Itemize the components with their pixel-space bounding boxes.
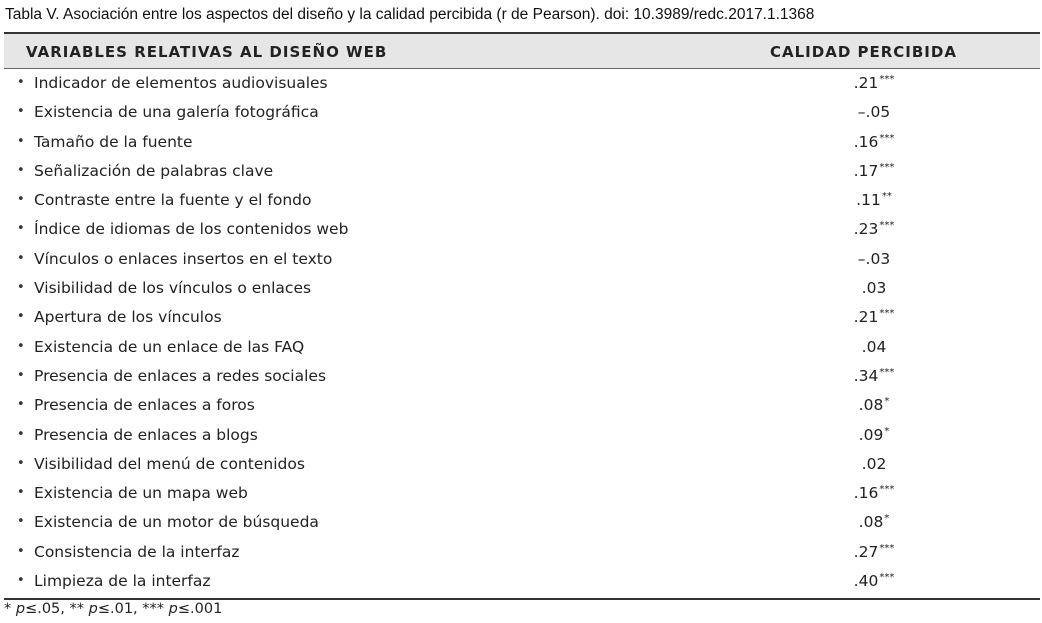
variable-label: Limpieza de la interfaz: [34, 572, 211, 591]
correlation-number: –.03: [857, 249, 891, 268]
correlation-value: [859, 426, 890, 444]
bullet-icon: •: [17, 192, 25, 208]
bullet-icon: •: [17, 75, 25, 90]
table-caption: Tabla V. Asociación entre los aspectos del diseño y la calidad percibida (r de Pearson). doi: 10.3989/redc.2017.1.1368: [5, 6, 815, 23]
bullet-icon: •: [17, 221, 25, 237]
variable-label: Presencia de enlaces a redes sociales: [34, 366, 327, 385]
significance-marker: *: [884, 396, 890, 408]
correlation-value: [854, 220, 895, 238]
bullet-icon: •: [17, 367, 25, 383]
correlation-number: .23: [853, 220, 879, 239]
correlation-number: .17: [853, 161, 879, 180]
correlation-number: .16: [853, 484, 879, 503]
bullet-icon: •: [17, 309, 25, 325]
correlation-number: .03: [861, 279, 887, 298]
bullet-icon: •: [17, 280, 25, 296]
table-row: [4, 186, 1040, 215]
correlation-value: [858, 250, 890, 268]
bullet-icon: •: [17, 485, 25, 501]
significance-marker: ***: [879, 161, 895, 173]
variable-label: Existencia de un motor de búsqueda: [34, 513, 319, 532]
table-row: [4, 567, 1040, 596]
variable-label: Existencia de una galería fotográfica: [34, 103, 319, 122]
significance-marker: ***: [879, 542, 895, 554]
correlation-value: [854, 367, 895, 385]
correlation-number: .34: [853, 366, 879, 385]
table-row: [4, 421, 1040, 450]
correlation-value: [854, 74, 895, 92]
table-body: [4, 69, 1040, 596]
note-p-symbol: p: [15, 601, 26, 617]
table-row: [4, 508, 1040, 537]
correlation-value: [862, 279, 887, 297]
variable-label: Visibilidad de los vínculos o enlaces: [34, 279, 312, 298]
correlation-number: .09: [858, 425, 884, 444]
table-row: [4, 245, 1040, 274]
correlation-number: .02: [861, 454, 887, 473]
table-row: [4, 450, 1040, 479]
correlation-table: [4, 32, 1040, 600]
correlation-number: .21: [853, 74, 879, 92]
bullet-icon: •: [17, 543, 25, 559]
variable-label: Apertura de los vínculos: [34, 308, 222, 327]
correlation-value: [854, 543, 895, 561]
bullet-icon: •: [17, 162, 25, 178]
bullet-icon: •: [17, 426, 25, 442]
note-text: *: [4, 601, 16, 617]
correlation-number: .04: [861, 337, 887, 356]
correlation-value: [854, 484, 895, 502]
bullet-icon: •: [17, 338, 25, 354]
correlation-value: [854, 308, 895, 326]
variable-label: Existencia de un enlace de las FAQ: [34, 337, 305, 356]
correlation-number: .40: [853, 572, 879, 591]
significance-marker: ***: [879, 132, 895, 144]
note-text: ≤.05, **: [25, 601, 89, 617]
variable-label: Tamaño de la fuente: [34, 132, 193, 151]
correlation-value: [862, 338, 887, 356]
table-row: [4, 479, 1040, 508]
table-row: [4, 274, 1040, 303]
correlation-number: –.05: [857, 103, 891, 122]
table-row: [4, 303, 1040, 332]
variable-label: Vínculos o enlaces insertos en el texto: [34, 249, 333, 268]
table-row: [4, 215, 1040, 244]
table-row: [4, 98, 1040, 127]
table-row: [4, 69, 1040, 98]
header-variables: VARIABLES RELATIVAS AL DISEÑO WEB: [26, 43, 388, 61]
bullet-icon: •: [17, 455, 25, 471]
bullet-icon: •: [17, 104, 25, 120]
correlation-value: [862, 455, 887, 473]
bullet-icon: •: [17, 397, 25, 413]
correlation-value: [854, 162, 895, 180]
correlation-number: .21: [853, 308, 879, 327]
correlation-number: .27: [853, 542, 879, 561]
variable-label: Presencia de enlaces a blogs: [34, 425, 258, 444]
note-p-symbol: p: [88, 601, 98, 617]
variable-label: Presencia de enlaces a foros: [34, 396, 255, 415]
table-header: [4, 34, 1040, 69]
significance-marker: ***: [879, 220, 895, 232]
significance-note: [4, 601, 222, 617]
variable-label: Indicador de elementos audiovisuales: [34, 74, 328, 92]
significance-marker: ***: [879, 572, 895, 584]
header-calidad: CALIDAD PERCIBIDA: [770, 43, 957, 61]
variable-label: Señalización de palabras clave: [34, 161, 274, 180]
significance-marker: ***: [879, 308, 895, 320]
note-p-symbol: p: [168, 601, 178, 617]
correlation-value: [856, 191, 892, 209]
correlation-number: .08: [858, 513, 884, 532]
significance-marker: *: [884, 513, 890, 525]
correlation-value: [854, 133, 895, 151]
correlation-number: .16: [853, 132, 879, 151]
bullet-icon: •: [17, 573, 25, 589]
correlation-number: .08: [858, 396, 884, 415]
significance-marker: ***: [879, 74, 895, 85]
variable-label: Visibilidad del menú de contenidos: [34, 454, 305, 473]
note-text: ≤.01, ***: [97, 601, 169, 617]
note-text: ≤.001: [177, 601, 223, 617]
table-row: [4, 333, 1040, 362]
correlation-number: .11: [856, 191, 881, 210]
correlation-value: [854, 572, 895, 590]
significance-marker: **: [881, 191, 892, 203]
correlation-value: [859, 513, 890, 531]
significance-marker: ***: [879, 484, 895, 496]
variable-label: Existencia de un mapa web: [34, 484, 248, 503]
table-row: [4, 157, 1040, 186]
significance-marker: ***: [879, 366, 895, 378]
bullet-icon: •: [17, 133, 25, 149]
variable-label: Índice de idiomas de los contenidos web: [34, 220, 349, 239]
bullet-icon: •: [17, 250, 25, 266]
significance-marker: *: [884, 425, 890, 437]
bullet-icon: •: [17, 514, 25, 530]
variable-label: Contraste entre la fuente y el fondo: [34, 191, 312, 210]
table-row: [4, 362, 1040, 391]
correlation-value: [859, 396, 890, 414]
table-row: [4, 538, 1040, 567]
variable-label: Consistencia de la interfaz: [34, 542, 240, 561]
correlation-value: [858, 103, 890, 121]
table-row: [4, 391, 1040, 420]
table-row: [4, 128, 1040, 157]
